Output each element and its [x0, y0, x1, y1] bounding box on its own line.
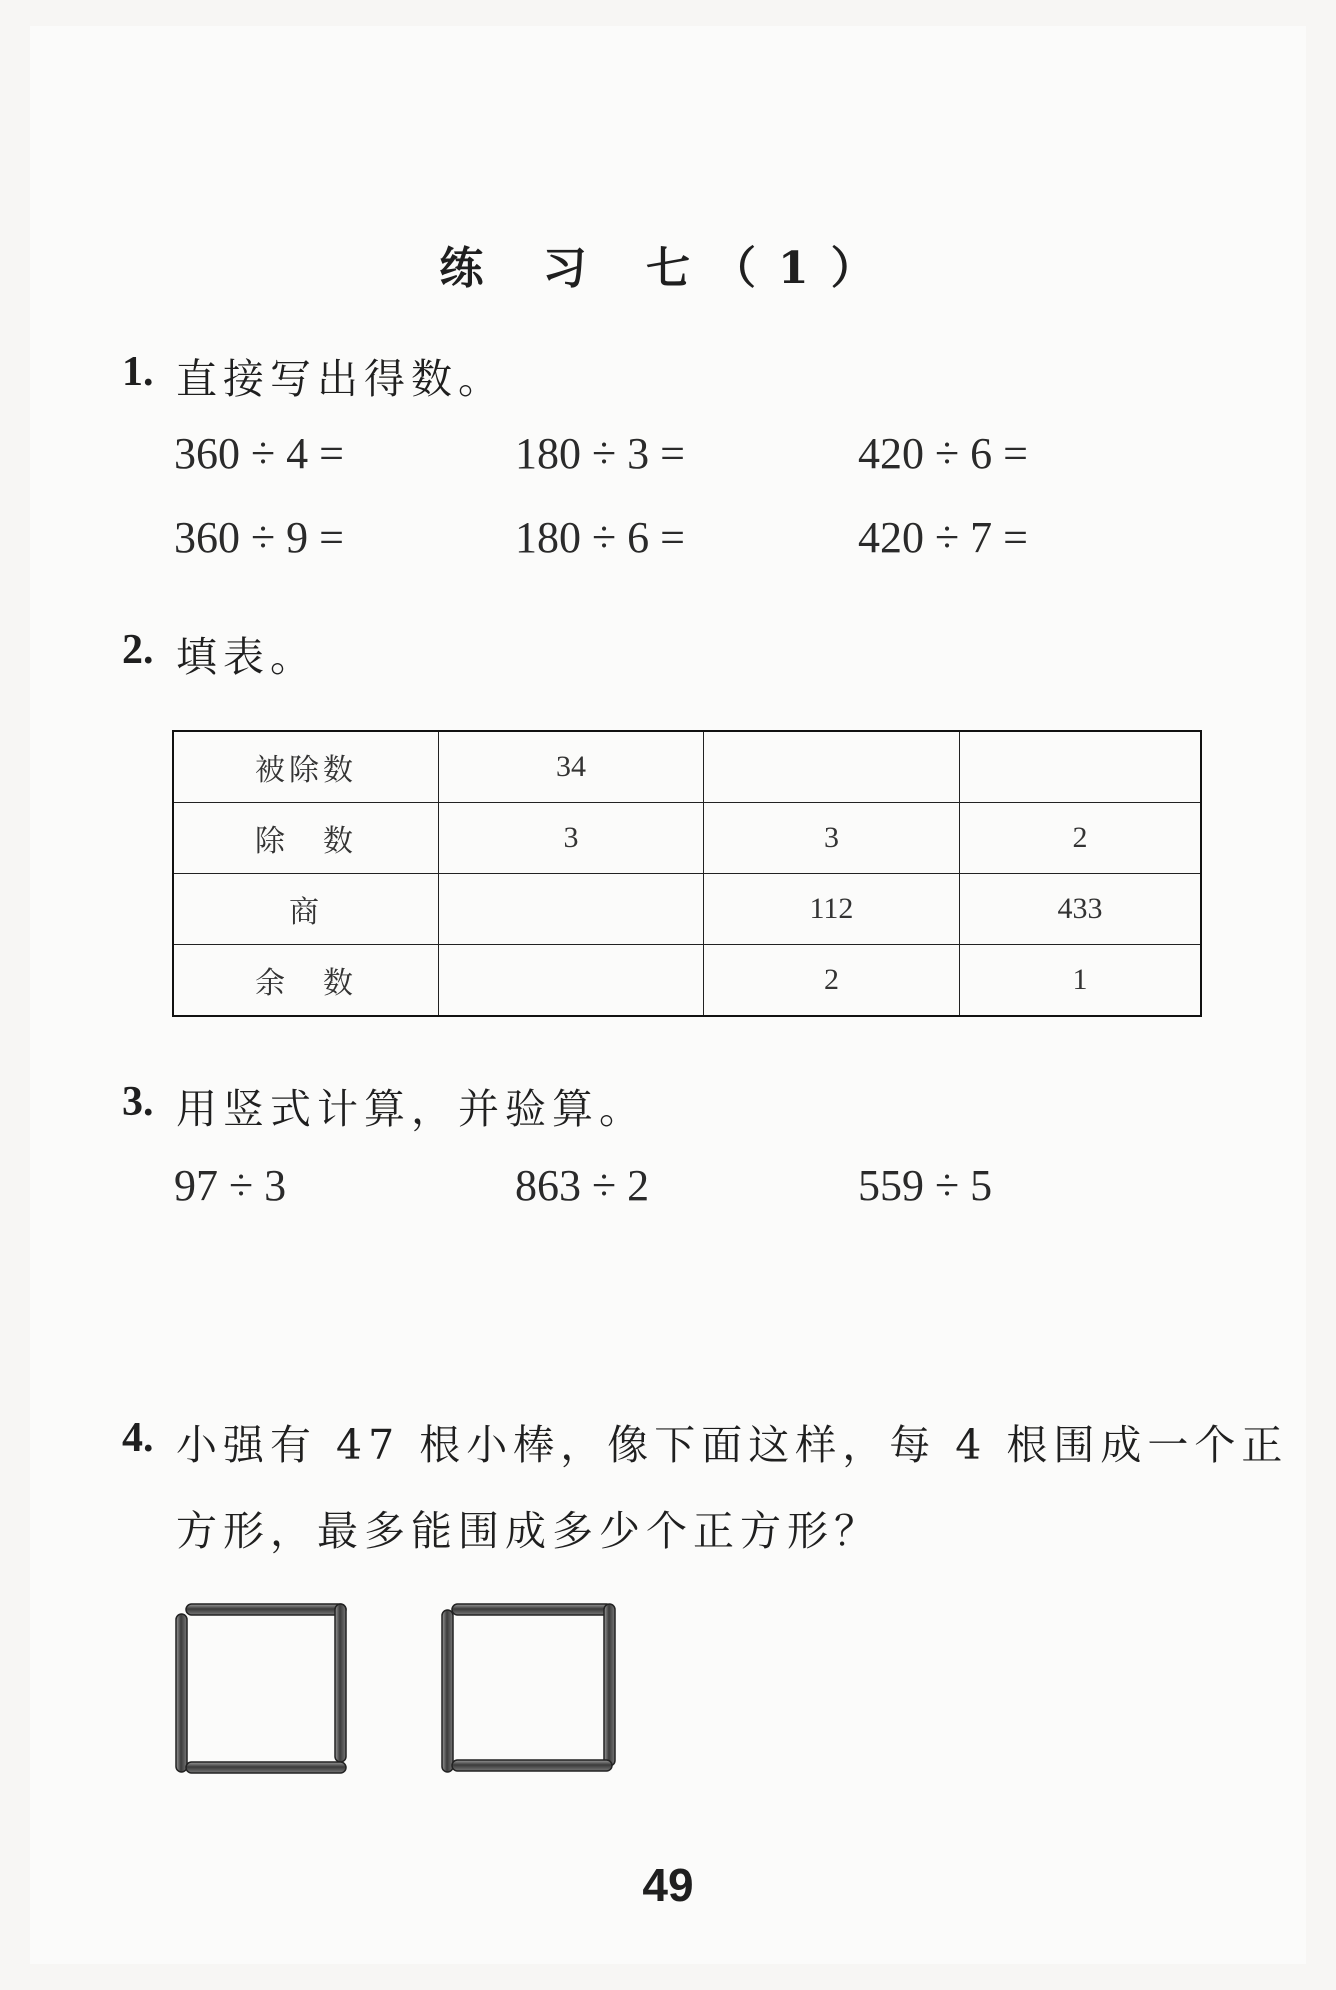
page-title: 练 习 七（1） [439, 243, 897, 294]
table-cell-blank[interactable] [439, 874, 704, 945]
row-header-quotient: 商 [173, 874, 439, 945]
q3-expr: 559 ÷ 5 [858, 1161, 993, 1210]
row-header-dividend: 被除数 [173, 731, 439, 803]
q1-expr: 360 ÷ 4 = [174, 429, 344, 478]
stick-square [442, 1604, 615, 1772]
stick-square [176, 1604, 346, 1773]
table-cell: 34 [439, 731, 704, 803]
q1-prompt: 直接写出得数。 [176, 355, 505, 403]
table-row [173, 803, 1201, 874]
table-row [173, 874, 1201, 945]
table-cell-blank[interactable] [704, 731, 960, 803]
q2-prompt: 填表。 [176, 633, 317, 681]
q3-number: 3. [122, 1079, 154, 1125]
table-row [173, 731, 1201, 803]
table-row [173, 945, 1201, 1017]
q4-number: 4. [122, 1415, 154, 1461]
q4-prompt-line1: 小强有 47 根小棒，像下面这样，每 4 根围成一个正 [176, 1421, 1289, 1469]
q1-expr: 180 ÷ 6 = [515, 513, 685, 562]
table-cell-blank[interactable] [960, 731, 1202, 803]
table-cell: 3 [704, 803, 960, 874]
table-cell: 2 [960, 803, 1202, 874]
q1-expr: 420 ÷ 7 = [858, 513, 1028, 562]
row-header-divisor: 除 数 [173, 803, 439, 874]
q1-expr: 420 ÷ 6 = [858, 429, 1028, 478]
q3-expr: 863 ÷ 2 [515, 1161, 650, 1210]
q4-prompt-line2: 方形，最多能围成多少个正方形？ [176, 1507, 881, 1555]
q1-number: 1. [122, 349, 154, 395]
q2-number: 2. [122, 627, 154, 673]
q1-expr: 180 ÷ 3 = [515, 429, 685, 478]
table-cell: 112 [704, 874, 960, 945]
table-cell: 1 [960, 945, 1202, 1017]
table-cell: 3 [439, 803, 704, 874]
q1-expr: 360 ÷ 9 = [174, 513, 344, 562]
stick-squares-illustration [170, 1600, 630, 1790]
q3-prompt: 用竖式计算，并验算。 [176, 1085, 646, 1133]
table-cell-blank[interactable] [439, 945, 704, 1017]
table-cell: 2 [704, 945, 960, 1017]
row-header-remainder: 余 数 [173, 945, 439, 1017]
division-table [172, 730, 1202, 1017]
page-number: 49 [642, 1859, 694, 1911]
q3-expr: 97 ÷ 3 [174, 1161, 287, 1210]
table-cell: 433 [960, 874, 1202, 945]
